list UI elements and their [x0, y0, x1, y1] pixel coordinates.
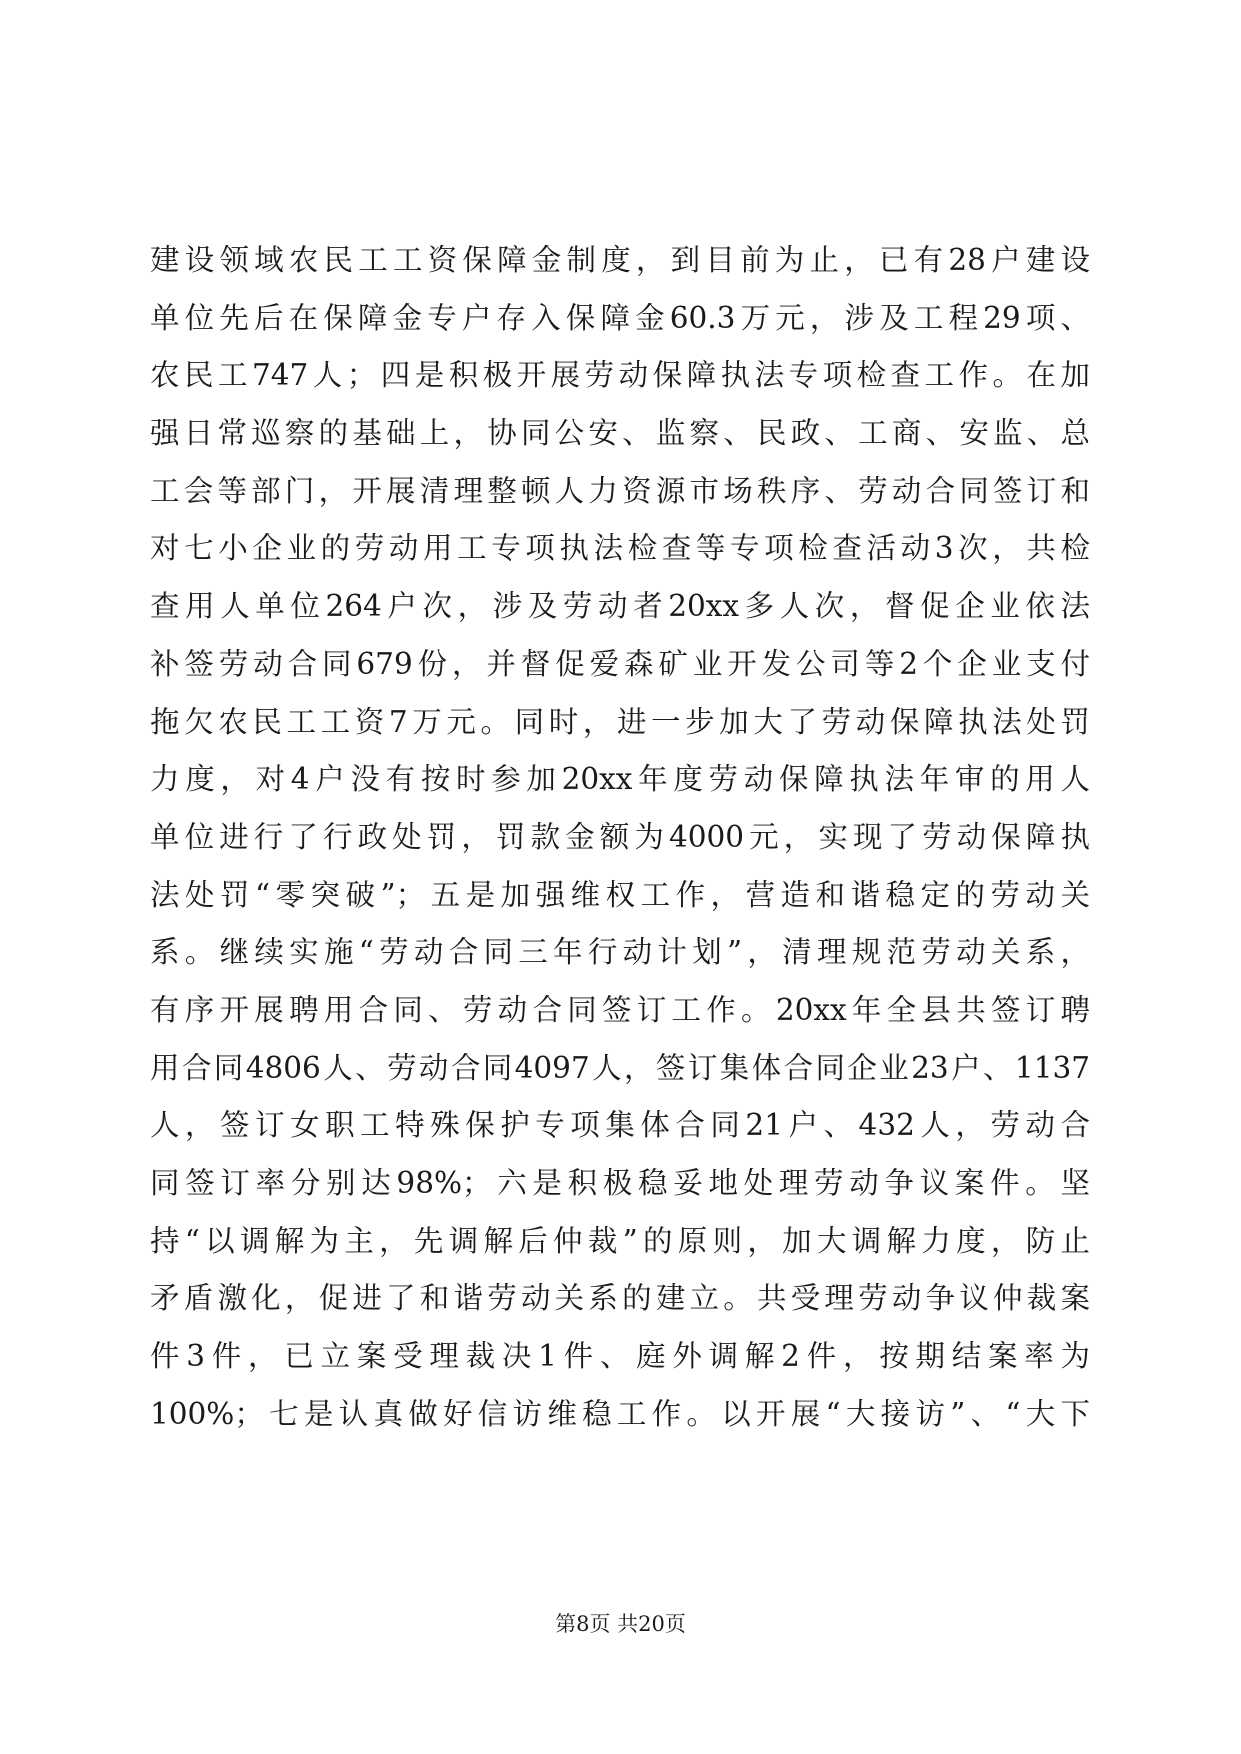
text-line: 法处罚“零突破”；五是加强维权工作，营造和谐稳定的劳动关: [150, 877, 1090, 912]
text-line: 人，签订女职工特殊保护专项集体合同21户、432人，劳动合: [150, 1108, 1090, 1143]
text-line: 同签订率分别达98%；六是积极稳妥地处理劳动争议案件。坚: [150, 1166, 1090, 1200]
text-line: 单位先后在保障金专户存入保障金60.3万元，涉及工程29项、: [150, 300, 1090, 335]
text-line: 100%；七是认真做好信访维稳工作。以开展“大接访”、“大下: [150, 1396, 1090, 1431]
text-line: 单位进行了行政处罚，罚款金额为4000元，实现了劳动保障执: [150, 819, 1090, 854]
text-line: 件3件，已立案受理裁决1件、庭外调解2件，按期结案率为: [150, 1339, 1090, 1374]
text-line: 有序开展聘用合同、劳动合同签订工作。20xx年全县共签订聘: [150, 992, 1090, 1027]
text-line: 持“以调解为主，先调解后仲裁”的原则，加大调解力度，防止: [150, 1223, 1090, 1258]
text-line: 强日常巡察的基础上，协同公安、监察、民政、工商、安监、总: [150, 416, 1090, 451]
body-text: [150, 232, 1090, 1443]
text-line: 建设领域农民工工资保障金制度，到目前为止，已有28户建设: [150, 243, 1090, 277]
text-line: 查用人单位264户次，涉及劳动者20xx多人次，督促企业依法: [150, 589, 1090, 624]
text-line: 农民工747人；四是积极开展劳动保障执法专项检查工作。在加: [150, 358, 1090, 393]
text-line: 力度，对4户没有按时参加20xx年度劳动保障执法年审的用人: [150, 762, 1090, 797]
page-footer: 第8页 共20页: [555, 1612, 686, 1636]
text-line: 用合同4806人、劳动合同4097人，签订集体合同企业23户、1137: [150, 1050, 1090, 1085]
text-line: 拖欠农民工工资7万元。同时，进一步加大了劳动保障执法处罚: [150, 704, 1090, 739]
text-line: 补签劳动合同679份，并督促爱森矿业开发公司等2个企业支付: [150, 646, 1090, 681]
text-line: 对七小企业的劳动用工专项执法检查等专项检查活动3次，共检: [150, 531, 1090, 566]
text-line: 工会等部门，开展清理整顿人力资源市场秩序、劳动合同签订和: [150, 473, 1090, 508]
text-line: 系。继续实施“劳动合同三年行动计划”，清理规范劳动关系，: [150, 935, 1090, 970]
text-line: 矛盾激化，促进了和谐劳动关系的建立。共受理劳动争议仲裁案: [150, 1281, 1090, 1316]
